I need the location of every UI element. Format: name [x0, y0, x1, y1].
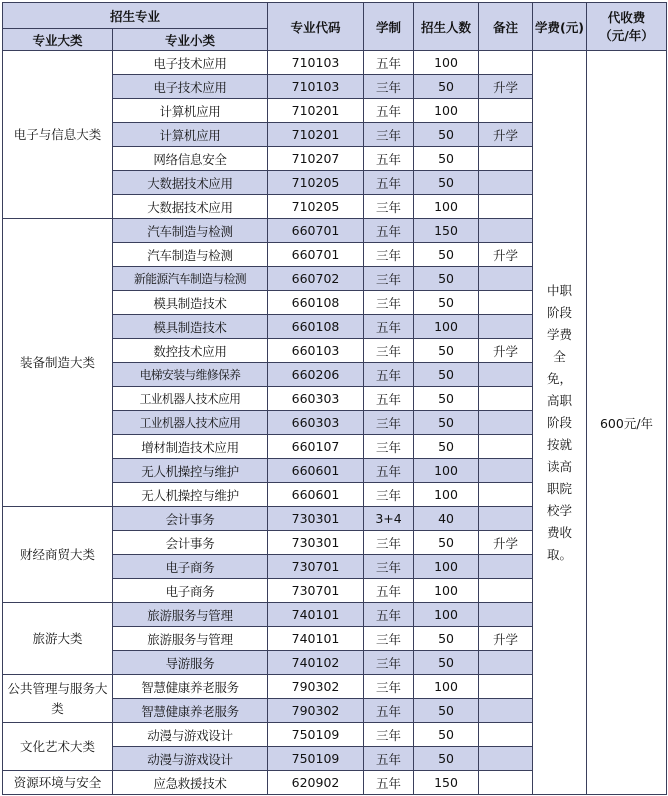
enrollment-cell: 50 [414, 267, 479, 291]
subcategory-cell: 动漫与游戏设计 [113, 747, 268, 771]
remark-cell [479, 267, 533, 291]
header-charge: 代收费（元/年） [587, 3, 667, 51]
code-cell: 730301 [268, 507, 364, 531]
duration-cell: 三年 [364, 267, 414, 291]
subcategory-cell: 无人机操控与维护 [113, 483, 268, 507]
remark-cell [479, 363, 533, 387]
header-code: 专业代码 [268, 3, 364, 51]
enrollment-cell: 50 [414, 747, 479, 771]
subcategory-cell: 电子商务 [113, 579, 268, 603]
remark-cell [479, 171, 533, 195]
subcategory-cell: 智慧健康养老服务 [113, 699, 268, 723]
remark-cell [479, 315, 533, 339]
enrollment-cell: 100 [414, 459, 479, 483]
subcategory-cell: 汽车制造与检测 [113, 243, 268, 267]
duration-cell: 三年 [364, 123, 414, 147]
category-cell: 公共管理与服务大类 [3, 675, 113, 723]
code-cell: 710201 [268, 123, 364, 147]
subcategory-cell: 计算机应用 [113, 99, 268, 123]
duration-cell: 五年 [364, 363, 414, 387]
header-subcategory: 专业小类 [113, 29, 268, 51]
remark-cell [479, 675, 533, 699]
enrollment-cell: 50 [414, 171, 479, 195]
enrollment-cell: 150 [414, 771, 479, 795]
remark-cell [479, 723, 533, 747]
subcategory-cell: 数控技术应用 [113, 339, 268, 363]
duration-cell: 三年 [364, 339, 414, 363]
duration-cell: 五年 [364, 459, 414, 483]
subcategory-cell: 工业机器人技术应用 [113, 411, 268, 435]
duration-cell: 三年 [364, 531, 414, 555]
duration-cell: 三年 [364, 627, 414, 651]
code-cell: 790302 [268, 675, 364, 699]
enrollment-cell: 100 [414, 483, 479, 507]
code-cell: 660108 [268, 315, 364, 339]
remark-cell: 升学 [479, 627, 533, 651]
subcategory-cell: 旅游服务与管理 [113, 627, 268, 651]
remark-cell [479, 555, 533, 579]
enrollment-cell: 100 [414, 99, 479, 123]
enrollment-cell: 50 [414, 651, 479, 675]
category-cell: 旅游大类 [3, 603, 113, 675]
subcategory-cell: 大数据技术应用 [113, 195, 268, 219]
remark-cell [479, 459, 533, 483]
enrollment-cell: 100 [414, 603, 479, 627]
remark-cell [479, 219, 533, 243]
code-cell: 740102 [268, 651, 364, 675]
duration-cell: 三年 [364, 411, 414, 435]
code-cell: 710103 [268, 51, 364, 75]
header-major-group: 招生专业 [3, 3, 268, 29]
header-duration: 学制 [364, 3, 414, 51]
code-cell: 660601 [268, 483, 364, 507]
duration-cell: 三年 [364, 435, 414, 459]
code-cell: 660601 [268, 459, 364, 483]
code-cell: 730701 [268, 555, 364, 579]
table-row [3, 51, 667, 75]
code-cell: 710205 [268, 171, 364, 195]
remark-cell [479, 483, 533, 507]
duration-cell: 五年 [364, 219, 414, 243]
code-cell: 740101 [268, 603, 364, 627]
duration-cell: 五年 [364, 147, 414, 171]
remark-cell: 升学 [479, 123, 533, 147]
enrollment-cell: 100 [414, 579, 479, 603]
code-cell: 750109 [268, 723, 364, 747]
enrollment-cell: 100 [414, 555, 479, 579]
subcategory-cell: 动漫与游戏设计 [113, 723, 268, 747]
subcategory-cell: 智慧健康养老服务 [113, 675, 268, 699]
subcategory-cell: 模具制造技术 [113, 315, 268, 339]
code-cell: 750109 [268, 747, 364, 771]
duration-cell: 五年 [364, 171, 414, 195]
remark-cell: 升学 [479, 75, 533, 99]
remark-cell: 升学 [479, 531, 533, 555]
enrollment-cell: 100 [414, 195, 479, 219]
duration-cell: 五年 [364, 771, 414, 795]
table-body [3, 51, 667, 795]
header-remark: 备注 [479, 3, 533, 51]
code-cell: 660108 [268, 291, 364, 315]
code-cell: 790302 [268, 699, 364, 723]
duration-cell: 三年 [364, 75, 414, 99]
remark-cell [479, 99, 533, 123]
remark-cell [479, 579, 533, 603]
subcategory-cell: 新能源汽车制造与检测 [113, 267, 268, 291]
enrollment-table [2, 2, 667, 795]
subcategory-cell: 应急救援技术 [113, 771, 268, 795]
code-cell: 660206 [268, 363, 364, 387]
subcategory-cell: 电子技术应用 [113, 75, 268, 99]
code-cell: 660103 [268, 339, 364, 363]
subcategory-cell: 会计事务 [113, 531, 268, 555]
code-cell: 710207 [268, 147, 364, 171]
code-cell: 710201 [268, 99, 364, 123]
code-cell: 660701 [268, 219, 364, 243]
category-cell: 财经商贸大类 [3, 507, 113, 603]
duration-cell: 五年 [364, 387, 414, 411]
duration-cell: 三年 [364, 723, 414, 747]
enrollment-cell: 50 [414, 147, 479, 171]
code-cell: 740101 [268, 627, 364, 651]
remark-cell [479, 435, 533, 459]
charge-value: 600元/年 [587, 51, 667, 795]
code-cell: 730301 [268, 531, 364, 555]
duration-cell: 五年 [364, 579, 414, 603]
category-cell: 装备制造大类 [3, 219, 113, 507]
duration-cell: 三年 [364, 675, 414, 699]
category-cell: 文化艺术大类 [3, 723, 113, 771]
duration-cell: 五年 [364, 51, 414, 75]
enrollment-cell: 50 [414, 699, 479, 723]
subcategory-cell: 网络信息安全 [113, 147, 268, 171]
code-cell: 660107 [268, 435, 364, 459]
enrollment-cell: 100 [414, 315, 479, 339]
subcategory-cell: 增材制造技术应用 [113, 435, 268, 459]
duration-cell: 五年 [364, 315, 414, 339]
remark-cell [479, 51, 533, 75]
remark-cell [479, 411, 533, 435]
enrollment-cell: 50 [414, 531, 479, 555]
header-tuition: 学费(元) [533, 3, 587, 51]
duration-cell: 五年 [364, 747, 414, 771]
enrollment-cell: 100 [414, 675, 479, 699]
remark-cell [479, 747, 533, 771]
duration-cell: 三年 [364, 243, 414, 267]
duration-cell: 三年 [364, 483, 414, 507]
remark-cell [479, 195, 533, 219]
header-enrollment: 招生人数 [414, 3, 479, 51]
remark-cell [479, 387, 533, 411]
category-cell: 电子与信息大类 [3, 51, 113, 219]
duration-cell: 三年 [364, 291, 414, 315]
duration-cell: 五年 [364, 99, 414, 123]
subcategory-cell: 汽车制造与检测 [113, 219, 268, 243]
subcategory-cell: 电子商务 [113, 555, 268, 579]
subcategory-cell: 工业机器人技术应用 [113, 387, 268, 411]
tuition-note: 中职阶段学费全免，高职阶段按就读高职院校学费收取。 [533, 51, 587, 795]
subcategory-cell: 旅游服务与管理 [113, 603, 268, 627]
duration-cell: 五年 [364, 603, 414, 627]
duration-cell: 三年 [364, 555, 414, 579]
subcategory-cell: 大数据技术应用 [113, 171, 268, 195]
remark-cell [479, 291, 533, 315]
enrollment-cell: 50 [414, 123, 479, 147]
enrollment-cell: 100 [414, 51, 479, 75]
enrollment-cell: 50 [414, 627, 479, 651]
code-cell: 730701 [268, 579, 364, 603]
enrollment-cell: 50 [414, 435, 479, 459]
enrollment-cell: 50 [414, 363, 479, 387]
duration-cell: 三年 [364, 195, 414, 219]
subcategory-cell: 计算机应用 [113, 123, 268, 147]
remark-cell [479, 771, 533, 795]
subcategory-cell: 无人机操控与维护 [113, 459, 268, 483]
code-cell: 660303 [268, 387, 364, 411]
remark-cell [479, 651, 533, 675]
remark-cell [479, 699, 533, 723]
enrollment-cell: 50 [414, 339, 479, 363]
enrollment-cell: 50 [414, 75, 479, 99]
header-category: 专业大类 [3, 29, 113, 51]
code-cell: 710103 [268, 75, 364, 99]
enrollment-cell: 50 [414, 411, 479, 435]
enrollment-cell: 50 [414, 291, 479, 315]
remark-cell [479, 507, 533, 531]
enrollment-cell: 50 [414, 243, 479, 267]
remark-cell: 升学 [479, 339, 533, 363]
enrollment-cell: 50 [414, 387, 479, 411]
category-cell: 资源环境与安全 [3, 771, 113, 795]
duration-cell: 三年 [364, 651, 414, 675]
remark-cell [479, 147, 533, 171]
code-cell: 660303 [268, 411, 364, 435]
subcategory-cell: 电子技术应用 [113, 51, 268, 75]
subcategory-cell: 电梯安装与维修保养 [113, 363, 268, 387]
remark-cell [479, 603, 533, 627]
duration-cell: 3+4 [364, 507, 414, 531]
remark-cell: 升学 [479, 243, 533, 267]
duration-cell: 五年 [364, 699, 414, 723]
code-cell: 660701 [268, 243, 364, 267]
subcategory-cell: 会计事务 [113, 507, 268, 531]
subcategory-cell: 模具制造技术 [113, 291, 268, 315]
code-cell: 710205 [268, 195, 364, 219]
enrollment-cell: 40 [414, 507, 479, 531]
enrollment-cell: 50 [414, 723, 479, 747]
code-cell: 620902 [268, 771, 364, 795]
code-cell: 660702 [268, 267, 364, 291]
enrollment-cell: 150 [414, 219, 479, 243]
subcategory-cell: 导游服务 [113, 651, 268, 675]
